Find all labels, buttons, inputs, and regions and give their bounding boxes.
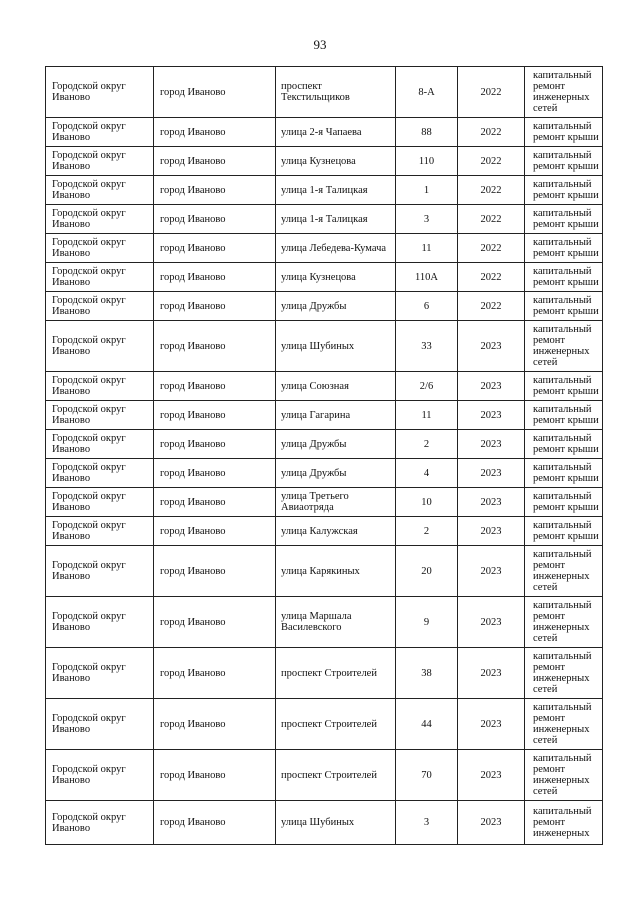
cell-district: Городской округ Иваново bbox=[46, 147, 154, 176]
cell-city: город Иваново bbox=[154, 321, 276, 372]
cell-district: Городской округ Иваново bbox=[46, 321, 154, 372]
cell-street: улица Шубиных bbox=[276, 321, 396, 372]
table-row bbox=[46, 263, 603, 292]
cell-city: город Иваново bbox=[154, 176, 276, 205]
cell-work-type: капитальный ремонт крыши bbox=[525, 147, 603, 176]
table-row bbox=[46, 546, 603, 597]
cell-house-number: 2 bbox=[396, 430, 458, 459]
cell-district: Городской округ Иваново bbox=[46, 372, 154, 401]
cell-city: город Иваново bbox=[154, 263, 276, 292]
table-row bbox=[46, 648, 603, 699]
cell-year: 2023 bbox=[458, 546, 525, 597]
cell-house-number: 1 bbox=[396, 176, 458, 205]
cell-street: улица Дружбы bbox=[276, 292, 396, 321]
cell-year: 2023 bbox=[458, 430, 525, 459]
cell-house-number: 3 bbox=[396, 205, 458, 234]
cell-work-type: капитальный ремонт инженерных сетей bbox=[525, 648, 603, 699]
table-row bbox=[46, 597, 603, 648]
cell-work-type: капитальный ремонт инженерных bbox=[525, 801, 603, 845]
cell-year: 2023 bbox=[458, 321, 525, 372]
cell-year: 2023 bbox=[458, 699, 525, 750]
cell-district: Городской округ Иваново bbox=[46, 292, 154, 321]
cell-work-type: капитальный ремонт крыши bbox=[525, 176, 603, 205]
cell-street: улица Лебедева-Кумача bbox=[276, 234, 396, 263]
table-row bbox=[46, 67, 603, 118]
cell-year: 2022 bbox=[458, 176, 525, 205]
cell-district: Городской округ Иваново bbox=[46, 750, 154, 801]
cell-street: улица Дружбы bbox=[276, 430, 396, 459]
cell-district: Городской округ Иваново bbox=[46, 234, 154, 263]
cell-house-number: 9 bbox=[396, 597, 458, 648]
table-row bbox=[46, 459, 603, 488]
cell-work-type: капитальный ремонт крыши bbox=[525, 234, 603, 263]
cell-street: проспект Строителей bbox=[276, 750, 396, 801]
cell-street: улица Третьего Авиаотряда bbox=[276, 488, 396, 517]
cell-year: 2022 bbox=[458, 147, 525, 176]
cell-year: 2023 bbox=[458, 401, 525, 430]
cell-house-number: 10 bbox=[396, 488, 458, 517]
table-row bbox=[46, 292, 603, 321]
cell-district: Городской округ Иваново bbox=[46, 488, 154, 517]
cell-year: 2023 bbox=[458, 648, 525, 699]
cell-district: Городской округ Иваново bbox=[46, 546, 154, 597]
cell-house-number: 38 bbox=[396, 648, 458, 699]
cell-street: улица 1-я Талицкая bbox=[276, 176, 396, 205]
table-row bbox=[46, 234, 603, 263]
cell-year: 2022 bbox=[458, 234, 525, 263]
table-row bbox=[46, 321, 603, 372]
cell-street: улица Дружбы bbox=[276, 459, 396, 488]
cell-work-type: капитальный ремонт инженерных сетей bbox=[525, 699, 603, 750]
cell-work-type: капитальный ремонт крыши bbox=[525, 459, 603, 488]
cell-city: город Иваново bbox=[154, 430, 276, 459]
table-row bbox=[46, 118, 603, 147]
table-row bbox=[46, 401, 603, 430]
cell-city: город Иваново bbox=[154, 372, 276, 401]
cell-city: город Иваново bbox=[154, 517, 276, 546]
cell-work-type: капитальный ремонт крыши bbox=[525, 263, 603, 292]
cell-year: 2022 bbox=[458, 292, 525, 321]
cell-house-number: 20 bbox=[396, 546, 458, 597]
cell-city: город Иваново bbox=[154, 648, 276, 699]
cell-work-type: капитальный ремонт крыши bbox=[525, 205, 603, 234]
cell-street: проспект Текстильщиков bbox=[276, 67, 396, 118]
cell-work-type: капитальный ремонт крыши bbox=[525, 488, 603, 517]
cell-city: город Иваново bbox=[154, 546, 276, 597]
table-row bbox=[46, 176, 603, 205]
cell-house-number: 110А bbox=[396, 263, 458, 292]
cell-house-number: 33 bbox=[396, 321, 458, 372]
cell-city: город Иваново bbox=[154, 597, 276, 648]
cell-house-number: 2/6 bbox=[396, 372, 458, 401]
cell-work-type: капитальный ремонт крыши bbox=[525, 430, 603, 459]
cell-house-number: 3 bbox=[396, 801, 458, 845]
cell-work-type: капитальный ремонт крыши bbox=[525, 401, 603, 430]
cell-year: 2023 bbox=[458, 517, 525, 546]
cell-city: город Иваново bbox=[154, 234, 276, 263]
cell-street: улица Карякиных bbox=[276, 546, 396, 597]
cell-house-number: 2 bbox=[396, 517, 458, 546]
cell-city: город Иваново bbox=[154, 750, 276, 801]
cell-work-type: капитальный ремонт крыши bbox=[525, 372, 603, 401]
cell-district: Городской округ Иваново bbox=[46, 401, 154, 430]
cell-work-type: капитальный ремонт крыши bbox=[525, 118, 603, 147]
cell-year: 2023 bbox=[458, 750, 525, 801]
table-row bbox=[46, 372, 603, 401]
cell-year: 2022 bbox=[458, 67, 525, 118]
cell-district: Городской округ Иваново bbox=[46, 67, 154, 118]
cell-street: улица 2-я Чапаева bbox=[276, 118, 396, 147]
cell-district: Городской округ Иваново bbox=[46, 517, 154, 546]
table-row bbox=[46, 205, 603, 234]
cell-street: улица Союзная bbox=[276, 372, 396, 401]
cell-city: город Иваново bbox=[154, 292, 276, 321]
cell-street: улица Кузнецова bbox=[276, 147, 396, 176]
table-row bbox=[46, 750, 603, 801]
cell-house-number: 8-А bbox=[396, 67, 458, 118]
page-number: 93 bbox=[313, 37, 327, 52]
table-row bbox=[46, 699, 603, 750]
table-row bbox=[46, 517, 603, 546]
cell-street: проспект Строителей bbox=[276, 648, 396, 699]
cell-city: город Иваново bbox=[154, 699, 276, 750]
cell-street: улица Гагарина bbox=[276, 401, 396, 430]
cell-city: город Иваново bbox=[154, 147, 276, 176]
cell-work-type: капитальный ремонт инженерных сетей bbox=[525, 67, 603, 118]
cell-city: город Иваново bbox=[154, 488, 276, 517]
table-row bbox=[46, 147, 603, 176]
cell-year: 2023 bbox=[458, 372, 525, 401]
cell-city: город Иваново bbox=[154, 459, 276, 488]
cell-city: город Иваново bbox=[154, 401, 276, 430]
cell-year: 2023 bbox=[458, 488, 525, 517]
cell-year: 2022 bbox=[458, 263, 525, 292]
cell-street: проспект Строителей bbox=[276, 699, 396, 750]
cell-street: улица Маршала Василевского bbox=[276, 597, 396, 648]
cell-work-type: капитальный ремонт инженерных сетей bbox=[525, 546, 603, 597]
cell-house-number: 44 bbox=[396, 699, 458, 750]
cell-year: 2022 bbox=[458, 205, 525, 234]
cell-district: Городской округ Иваново bbox=[46, 118, 154, 147]
cell-work-type: капитальный ремонт инженерных сетей bbox=[525, 321, 603, 372]
cell-district: Городской округ Иваново bbox=[46, 699, 154, 750]
cell-house-number: 70 bbox=[396, 750, 458, 801]
cell-house-number: 88 bbox=[396, 118, 458, 147]
cell-street: улица Кузнецова bbox=[276, 263, 396, 292]
cell-work-type: капитальный ремонт инженерных сетей bbox=[525, 750, 603, 801]
cell-house-number: 6 bbox=[396, 292, 458, 321]
cell-district: Городской округ Иваново bbox=[46, 176, 154, 205]
cell-district: Городской округ Иваново bbox=[46, 459, 154, 488]
cell-house-number: 11 bbox=[396, 234, 458, 263]
cell-work-type: капитальный ремонт крыши bbox=[525, 292, 603, 321]
cell-year: 2023 bbox=[458, 801, 525, 845]
cell-street: улица Калужская bbox=[276, 517, 396, 546]
cell-house-number: 4 bbox=[396, 459, 458, 488]
cell-work-type: капитальный ремонт инженерных сетей bbox=[525, 597, 603, 648]
cell-house-number: 110 bbox=[396, 147, 458, 176]
cell-district: Городской округ Иваново bbox=[46, 597, 154, 648]
table-row bbox=[46, 801, 603, 845]
cell-district: Городской округ Иваново bbox=[46, 430, 154, 459]
table-row bbox=[46, 488, 603, 517]
table-body bbox=[46, 67, 603, 845]
cell-city: город Иваново bbox=[154, 67, 276, 118]
cell-city: город Иваново bbox=[154, 118, 276, 147]
cell-year: 2023 bbox=[458, 597, 525, 648]
cell-street: улица Шубиных bbox=[276, 801, 396, 845]
cell-city: город Иваново bbox=[154, 205, 276, 234]
cell-district: Городской округ Иваново bbox=[46, 205, 154, 234]
cell-street: улица 1-я Талицкая bbox=[276, 205, 396, 234]
cell-work-type: капитальный ремонт крыши bbox=[525, 517, 603, 546]
cell-district: Городской округ Иваново bbox=[46, 263, 154, 292]
cell-year: 2022 bbox=[458, 118, 525, 147]
cell-year: 2023 bbox=[458, 459, 525, 488]
cell-district: Городской округ Иваново bbox=[46, 801, 154, 845]
registry-table bbox=[45, 66, 603, 845]
cell-house-number: 11 bbox=[396, 401, 458, 430]
table-row bbox=[46, 430, 603, 459]
cell-city: город Иваново bbox=[154, 801, 276, 845]
cell-district: Городской округ Иваново bbox=[46, 648, 154, 699]
